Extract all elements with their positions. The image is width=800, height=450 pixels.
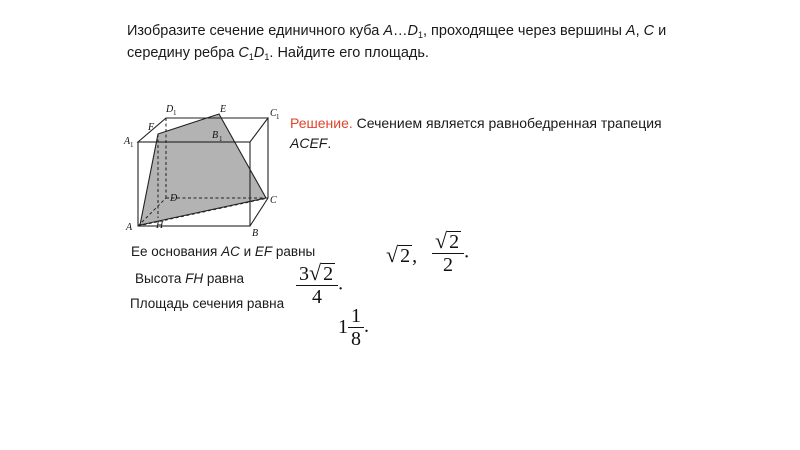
task-var-c: C bbox=[643, 23, 655, 39]
section-trapezoid bbox=[140, 114, 266, 225]
solution-label: Решение. bbox=[290, 115, 353, 131]
sqrt-two: √ 2 bbox=[386, 242, 411, 267]
task-var-d: D bbox=[407, 23, 418, 39]
task-part: , проходящее через вершины bbox=[422, 23, 626, 39]
solution-text bbox=[290, 113, 710, 153]
label-sub: 1 bbox=[173, 109, 177, 117]
label-c1: C bbox=[270, 108, 277, 119]
label-e: E bbox=[220, 104, 227, 115]
fraction: $\frac{3√ 2}{4}$ bbox=[296, 262, 338, 308]
task-ellipsis: … bbox=[392, 23, 408, 39]
dot: . bbox=[364, 315, 369, 338]
comma: , bbox=[412, 245, 418, 267]
label-c: C bbox=[270, 195, 277, 206]
trapezoid-name: ACEF bbox=[290, 135, 328, 151]
area-line bbox=[130, 296, 284, 311]
task-sub: 1 bbox=[248, 52, 254, 62]
base-ac: AC bbox=[221, 244, 240, 259]
solution-body: Сечением является равнобедренная трапеция bbox=[352, 115, 662, 131]
height-fh: FH bbox=[185, 271, 204, 286]
label-d: D bbox=[170, 193, 178, 204]
formula-area bbox=[338, 305, 369, 350]
label-sub: 1 bbox=[130, 141, 134, 149]
height-text: Высота bbox=[135, 271, 186, 286]
base-ef: EF bbox=[254, 244, 273, 259]
solution-end: . bbox=[327, 135, 332, 151]
cube-diagram bbox=[118, 100, 288, 240]
label-a: A bbox=[126, 222, 133, 233]
label-b1: B bbox=[212, 130, 219, 141]
task-part: и середину ребра bbox=[127, 23, 667, 61]
label-a1: A bbox=[124, 136, 131, 147]
task-text bbox=[127, 20, 687, 64]
fraction: $\frac{√ 2}{2}$ bbox=[432, 230, 464, 276]
bases-line bbox=[131, 244, 315, 259]
bases-text: Ее основания bbox=[131, 244, 222, 259]
whole-part: 1 bbox=[338, 316, 348, 338]
height-text: равна bbox=[203, 271, 245, 286]
height-line bbox=[135, 271, 244, 286]
formula-height bbox=[296, 262, 343, 308]
task-part: . Найдите его площадь. bbox=[269, 45, 429, 61]
edge-bc bbox=[250, 198, 268, 226]
task-part: , bbox=[635, 23, 644, 39]
label-sub: 1 bbox=[219, 135, 223, 143]
task-var-a: A bbox=[383, 23, 393, 39]
label-d1: D bbox=[166, 104, 174, 115]
fraction: $\frac{1}{8}$ bbox=[348, 305, 364, 350]
formula-half-sqrt bbox=[432, 230, 469, 276]
task-sub: 1 bbox=[264, 52, 270, 62]
label-sub: 1 bbox=[276, 113, 280, 121]
dot: . bbox=[338, 272, 344, 295]
bases-text: и bbox=[239, 244, 255, 259]
label-h: H bbox=[156, 220, 164, 231]
task-part: Изобразите сечение единичного куба bbox=[127, 23, 384, 39]
area-text: Площадь сечения равна bbox=[130, 296, 285, 311]
task-var-a: A bbox=[625, 23, 636, 39]
task-var-d: D bbox=[253, 45, 265, 61]
bases-text: равны bbox=[272, 244, 316, 259]
dot: . bbox=[464, 240, 470, 263]
label-f: F bbox=[148, 122, 155, 133]
formula-bases bbox=[386, 242, 417, 268]
task-var-c: C bbox=[238, 45, 249, 61]
label-b: B bbox=[252, 228, 259, 239]
task-sub: 1 bbox=[417, 30, 423, 40]
